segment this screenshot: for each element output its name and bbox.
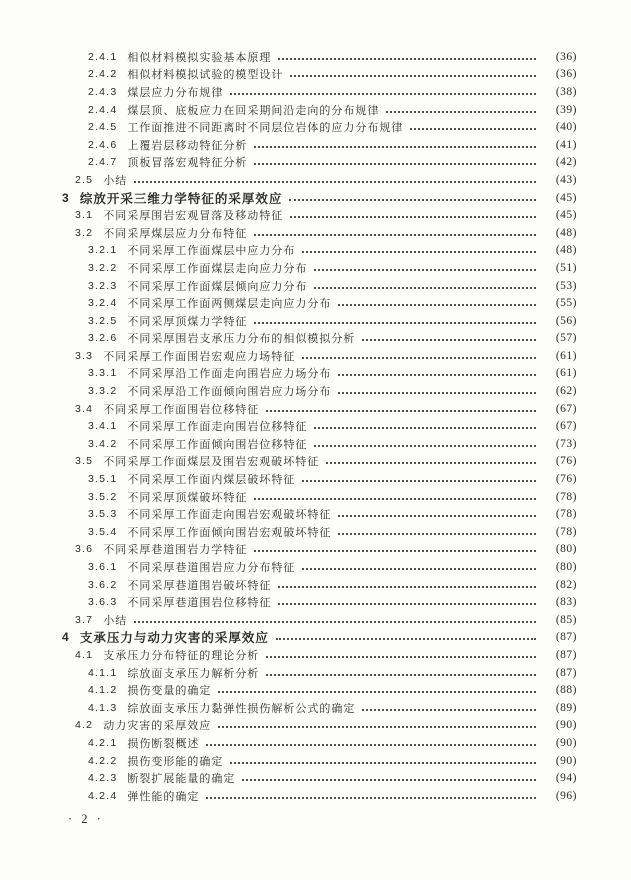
entry-number: 3.4 (75, 402, 94, 415)
dot-leader (314, 287, 536, 289)
entry-number: 3.6.3 (88, 596, 118, 609)
toc-entry (62, 664, 577, 682)
entry-page: (87) (555, 648, 577, 661)
toc-entry (62, 541, 577, 559)
toc-entry (62, 593, 577, 611)
dot-leader (386, 111, 536, 113)
entry-title: 损伤变量的确定 (127, 685, 212, 698)
dot-leader (290, 216, 536, 218)
dot-leader (338, 533, 536, 535)
toc-entry (62, 523, 577, 541)
entry-page: (85) (555, 613, 577, 626)
entry-number: 4 (62, 630, 70, 645)
dot-leader (134, 181, 536, 183)
entry-number: 2.4.5 (88, 121, 118, 134)
dot-leader (254, 322, 536, 324)
entry-number: 4.2.2 (88, 754, 118, 767)
entry-page: (57) (555, 332, 577, 345)
entry-title: 损伤断裂概述 (127, 737, 200, 750)
dot-leader (338, 374, 536, 376)
entry-number: 3.5.3 (88, 508, 118, 521)
entry-number: 3.4.1 (88, 420, 118, 433)
entry-number: 2.4.2 (88, 68, 118, 81)
entry-title: 支承压力与动力灾害的采厚效应 (79, 631, 269, 646)
entry-page: (80) (555, 561, 577, 574)
entry-page: (53) (555, 279, 577, 292)
entry-page: (67) (555, 402, 577, 415)
dot-leader (254, 234, 536, 236)
entry-page: (48) (555, 226, 577, 239)
toc-entry (62, 752, 577, 770)
entry-title: 不同采厚工作面倾向围岩宏观破坏特征 (127, 526, 332, 539)
toc-entry (62, 171, 577, 189)
toc-entry (62, 787, 577, 805)
dot-leader (254, 146, 536, 148)
entry-number: 3.3.1 (88, 367, 118, 380)
entry-page: (62) (555, 385, 577, 398)
toc-entry (62, 224, 577, 242)
entry-title: 不同采厚沿工作面走向围岩应力场分布 (127, 368, 332, 381)
dot-leader (326, 462, 536, 464)
entry-title: 不同采厚巷道围岩力学特征 (103, 544, 248, 557)
entry-title: 不同采厚工作面内煤层破坏特征 (127, 474, 296, 487)
entry-number: 2.5 (75, 173, 94, 186)
toc-entry (62, 611, 577, 629)
dot-leader (230, 762, 536, 764)
entry-page: (56) (555, 314, 577, 327)
entry-page: (82) (555, 578, 577, 591)
entry-number: 2.4.6 (88, 138, 118, 151)
dot-leader (266, 410, 536, 412)
entry-number: 3.1 (75, 209, 94, 222)
dot-leader (410, 128, 536, 130)
toc-entry (62, 435, 577, 453)
entry-number: 3.3.2 (88, 385, 118, 398)
entry-page: (61) (555, 349, 577, 362)
entry-number: 3.2.1 (88, 244, 118, 257)
entry-number: 3.2.6 (88, 332, 118, 345)
toc-entry (62, 277, 577, 295)
toc-entry (62, 400, 577, 418)
dot-leader (242, 779, 536, 781)
entry-page: (36) (555, 50, 577, 63)
dot-leader (302, 357, 536, 359)
toc-entry (62, 382, 577, 400)
entry-title: 不同采厚工作面走向围岩位移特征 (127, 421, 308, 434)
entry-title: 小结 (103, 174, 128, 187)
entry-title: 不同采厚工作面倾向围岩位移特征 (127, 438, 308, 451)
dot-leader (362, 709, 536, 711)
toc-entry (62, 453, 577, 471)
entry-page: (78) (555, 525, 577, 538)
entry-number: 4.1 (75, 648, 94, 661)
toc-entry (62, 365, 577, 383)
entry-page: (51) (555, 261, 577, 274)
toc-entry (62, 558, 577, 576)
dot-leader (254, 550, 536, 552)
entry-title: 不同采厚工作面煤层中应力分布 (127, 245, 296, 258)
entry-page: (39) (555, 103, 577, 116)
dot-leader (218, 726, 536, 728)
entry-number: 3.5.2 (88, 490, 118, 503)
toc-entry (62, 681, 577, 699)
entry-title: 不同采厚工作面围岩位移特征 (103, 403, 260, 416)
entry-page: (42) (555, 156, 577, 169)
dot-leader (302, 480, 536, 482)
entry-title: 不同采厚工作面两侧煤层走向应力分布 (127, 298, 332, 311)
entry-title: 不同采厚围岩支承压力分布的相似模拟分析 (127, 333, 356, 346)
entry-title: 不同采厚工作面走向围岩宏观破坏特征 (127, 509, 332, 522)
entry-title: 不同采厚沿工作面倾向围岩应力场分布 (127, 386, 332, 399)
entry-page: (83) (555, 596, 577, 609)
entry-title: 不同采厚顶煤力学特征 (127, 315, 248, 328)
entry-title: 相似材料模拟实验基本原理 (127, 51, 272, 64)
entry-page: (96) (555, 789, 577, 802)
dot-leader (289, 199, 536, 201)
dot-leader (314, 269, 536, 271)
entry-number: 4.1.3 (88, 701, 118, 714)
toc-entry (62, 488, 577, 506)
entry-number: 3.7 (75, 613, 94, 626)
entry-number: 3.2.3 (88, 279, 118, 292)
dot-leader (302, 568, 536, 570)
entry-title: 不同采厚工作面煤层倾向应力分布 (127, 280, 308, 293)
entry-title: 不同采厚工作面煤层及围岩宏观破坏特征 (103, 456, 320, 469)
entry-number: 4.1.1 (88, 666, 118, 679)
entry-title: 动力灾害的采厚效应 (103, 720, 212, 733)
entry-page: (90) (555, 719, 577, 732)
toc-list (62, 48, 577, 805)
toc-entry (62, 330, 577, 348)
entry-page: (73) (555, 437, 577, 450)
page-footer (62, 812, 577, 827)
entry-page: (90) (555, 754, 577, 767)
entry-number: 3.2.5 (88, 314, 118, 327)
entry-title: 断裂扩展能量的确定 (127, 773, 236, 786)
entry-number: 2.4.3 (88, 85, 118, 98)
dot-leader (278, 603, 536, 605)
entry-page: (89) (555, 701, 577, 714)
toc-entry (62, 83, 577, 101)
dot-leader (338, 515, 536, 517)
entry-number: 3.6.2 (88, 578, 118, 591)
toc-entry (62, 734, 577, 752)
entry-number: 4.2 (75, 719, 94, 732)
toc-entry (62, 66, 577, 84)
toc-entry (62, 347, 577, 365)
entry-title: 支承压力分布特征的理论分析 (103, 649, 260, 662)
toc-entry (62, 294, 577, 312)
toc-entry (62, 259, 577, 277)
toc-entry (62, 48, 577, 66)
entry-number: 2.4.7 (88, 156, 118, 169)
toc-entry (62, 206, 577, 224)
toc-entry (62, 312, 577, 330)
entry-number: 2.4.1 (88, 50, 118, 63)
entry-number: 3.6 (75, 543, 94, 556)
dot-leader (134, 621, 536, 623)
entry-title: 上覆岩层移动特征分析 (127, 139, 248, 152)
entry-title: 不同采厚煤层应力分布特征 (103, 227, 248, 240)
entry-page: (43) (555, 173, 577, 186)
dot-leader (276, 638, 536, 640)
entry-page: (76) (555, 455, 577, 468)
dot-leader (230, 93, 536, 95)
entry-number: 4.2.4 (88, 789, 118, 802)
entry-number: 4.1.2 (88, 684, 118, 697)
entry-page: (36) (555, 68, 577, 81)
entry-title: 不同采厚围岩宏观冒落及移动特征 (103, 210, 284, 223)
entry-page: (94) (555, 772, 577, 785)
dot-leader (266, 656, 536, 658)
entry-title: 工作面推进不同距离时不同层位岩体的应力分布规律 (127, 122, 404, 135)
entry-page: (87) (555, 631, 577, 644)
entry-page: (48) (555, 244, 577, 257)
entry-title: 不同采厚巷道围岩应力分布特征 (127, 562, 296, 575)
toc-entry (62, 101, 577, 119)
dot-leader (266, 674, 536, 676)
entry-page: (41) (555, 138, 577, 151)
entry-title: 弹性能的确定 (127, 790, 200, 803)
dot-leader (314, 445, 536, 447)
entry-page: (38) (555, 85, 577, 98)
entry-page: (67) (555, 420, 577, 433)
dot-leader (302, 251, 536, 253)
entry-page: (80) (555, 543, 577, 556)
entry-page: (78) (555, 508, 577, 521)
entry-title: 不同采厚工作面围岩宏观应力场特征 (103, 350, 296, 363)
entry-number: 3.4.2 (88, 437, 118, 450)
entry-number: 3.5.1 (88, 473, 118, 486)
dot-leader (290, 75, 536, 77)
entry-title: 煤层顶、底板应力在回采期间沿走向的分布规律 (127, 104, 380, 117)
toc-entry (62, 646, 577, 664)
entry-title: 不同采厚巷道围岩位移特征 (127, 597, 272, 610)
dot-leader (362, 339, 536, 341)
toc-entry (62, 470, 577, 488)
entry-title: 不同采厚顶煤破坏特征 (127, 491, 248, 504)
toc-entry (62, 417, 577, 435)
dot-leader (218, 691, 536, 693)
entry-title: 顶板冒落宏观特征分析 (127, 157, 248, 170)
toc-entry (62, 118, 577, 136)
toc-entry (62, 505, 577, 523)
toc-entry (62, 242, 577, 260)
entry-page: (87) (555, 666, 577, 679)
entry-page: (78) (555, 490, 577, 503)
entry-number: 3.5.4 (88, 525, 118, 538)
dot-leader (254, 163, 536, 165)
entry-title: 不同采厚巷道围岩破坏特征 (127, 579, 272, 592)
entry-number: 3.3 (75, 349, 94, 362)
entry-title: 小结 (103, 614, 128, 627)
entry-page: (76) (555, 473, 577, 486)
entry-page: (40) (555, 121, 577, 134)
entry-number: 2.4.4 (88, 103, 118, 116)
entry-page: (45) (555, 191, 577, 204)
entry-title: 综放面支承压力黏弹性损伤解析公式的确定 (127, 702, 356, 715)
toc-entry (62, 699, 577, 717)
entry-number: 3.2.4 (88, 297, 118, 310)
entry-page: (55) (555, 297, 577, 310)
entry-number: 3.2.2 (88, 261, 118, 274)
dot-leader (338, 304, 536, 306)
toc-entry (62, 629, 577, 647)
dot-leader (206, 797, 536, 799)
entry-page: (45) (555, 209, 577, 222)
toc-entry (62, 136, 577, 154)
dot-leader (278, 58, 536, 60)
toc-entry (62, 717, 577, 735)
entry-title: 煤层应力分布规律 (127, 86, 224, 99)
entry-page: (90) (555, 736, 577, 749)
entry-page: (61) (555, 367, 577, 380)
toc-entry (62, 769, 577, 787)
entry-number: 3.5 (75, 455, 94, 468)
entry-page: (88) (555, 684, 577, 697)
dot-leader (314, 427, 536, 429)
entry-number: 3 (62, 190, 70, 205)
entry-number: 3.6.1 (88, 561, 118, 574)
entry-number: 4.2.1 (88, 736, 118, 749)
dot-leader (338, 392, 536, 394)
dot-leader (278, 586, 536, 588)
toc-entry (62, 154, 577, 172)
entry-title: 不同采厚工作面煤层走向应力分布 (127, 262, 308, 275)
toc-entry (62, 189, 577, 207)
entry-number: 4.2.3 (88, 772, 118, 785)
toc-entry (62, 576, 577, 594)
dot-leader (206, 744, 536, 746)
entry-title: 相似材料模拟试验的模型设计 (127, 69, 284, 82)
entry-title: 综放面支承压力解析分析 (127, 667, 260, 680)
footer-page-number: · 2 · (68, 811, 104, 826)
entry-number: 3.2 (75, 226, 94, 239)
entry-title: 损伤变形能的确定 (127, 755, 224, 768)
entry-title: 综放开采三维力学特征的采厚效应 (79, 191, 283, 206)
dot-leader (254, 498, 536, 500)
